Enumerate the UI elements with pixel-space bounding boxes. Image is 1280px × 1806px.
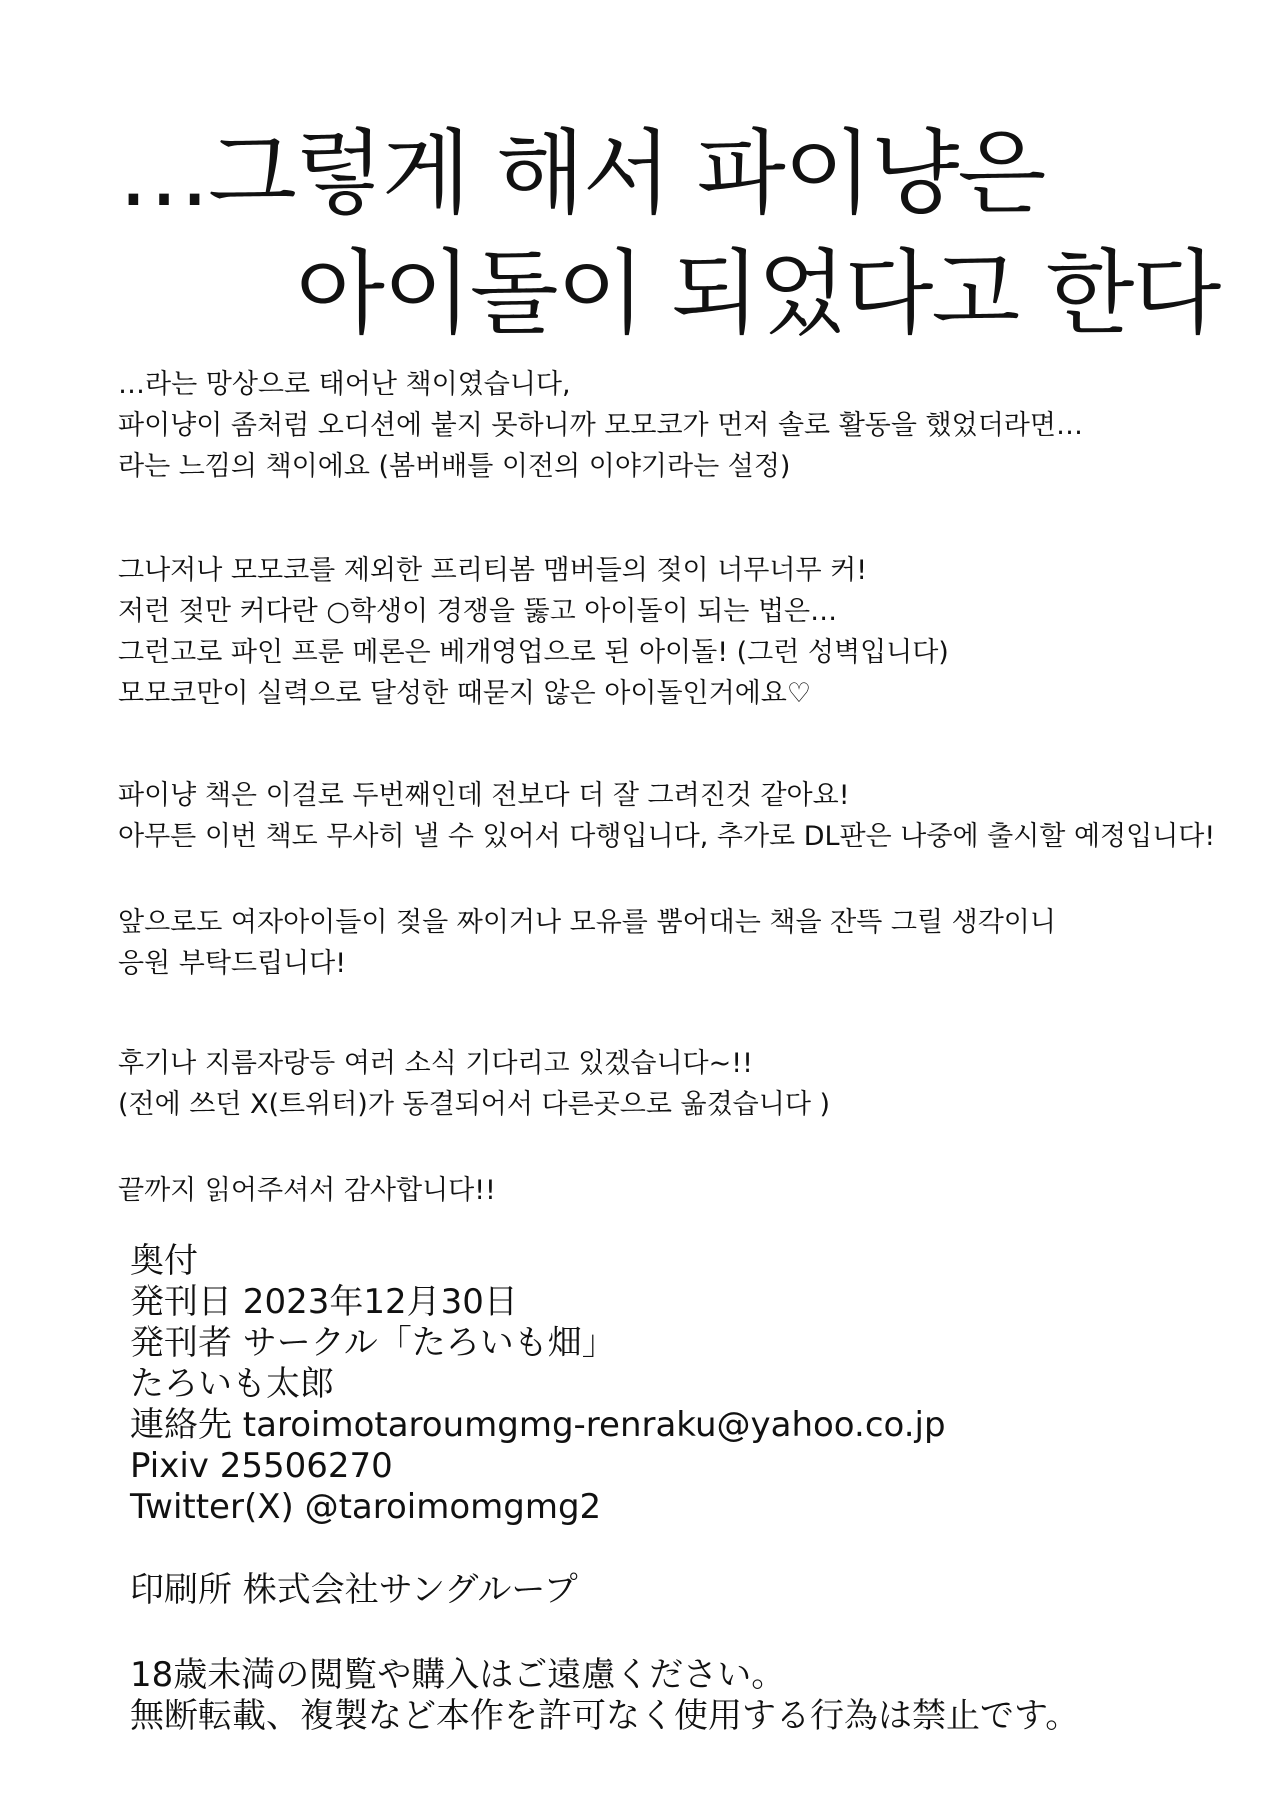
text-line: 응원 부탁드립니다! xyxy=(118,948,347,979)
colophon-age-notice: 18歳未満の閲覧や購入はご遠慮ください。 xyxy=(130,1655,786,1695)
paragraph-members xyxy=(118,550,949,714)
colophon-heading: 奥付 xyxy=(130,1241,198,1281)
paragraph-feedback xyxy=(118,1043,830,1125)
text-line: (전에 쓰던 X(트위터)가 동결되어서 다른곳으로 옮겼습니다 ) xyxy=(118,1089,831,1120)
text-line: 앞으로도 여자아이들이 젖을 짜이거나 모유를 뿜어대는 책을 잔뜩 그릴 생각이니 xyxy=(118,907,1056,938)
text-line: 라는 느낌의 책이에요 (봄버배틀 이전의 이야기라는 설정) xyxy=(118,451,791,482)
colophon-twitter: Twitter(X) @taroimomgmg2 xyxy=(130,1487,602,1527)
paragraph-intro xyxy=(118,364,1083,487)
colophon-notices xyxy=(130,1655,1079,1737)
text-line: 후기나 지름자랑등 여러 소식 기다리고 있겠습니다~!! xyxy=(118,1048,753,1079)
colophon-publisher: 発刊者 サークル「たろいも畑」 xyxy=(130,1323,616,1363)
text-line: 그런고로 파인 프룬 메론은 베개영업으로 된 아이돌! (그런 성벽입니다) xyxy=(118,637,949,668)
colophon-pixiv: Pixiv 25506270 xyxy=(130,1446,393,1486)
colophon xyxy=(130,1241,946,1528)
colophon-printer: 印刷所 株式会社サングループ xyxy=(130,1570,578,1610)
text-line: 모모코만이 실력으로 달성한 때묻지 않은 아이돌인거에요♡ xyxy=(118,678,812,709)
colophon-printer-block xyxy=(130,1570,578,1611)
text-line: 파이냥이 좀처럼 오디션에 붙지 못하니까 모모코가 먼저 솔로 활동을 했었더라면… xyxy=(118,410,1083,441)
text-line: 아무튼 이번 책도 무사히 낼 수 있어서 다행입니다, 추가로 DL판은 나중에 출시할 예정입니다! xyxy=(118,821,1216,852)
title-line-2: 아이돌이 되었다고 한다 xyxy=(296,240,1220,347)
paragraph-thanks xyxy=(118,1170,496,1211)
text-line: 끝까지 읽어주셔서 감사합니다!! xyxy=(118,1175,496,1206)
title-line-1: …그렇게 해서 파이냥은 xyxy=(118,120,1045,227)
text-line: 저런 젖만 커다란 ○학생이 경쟁을 뚫고 아이돌이 되는 법은… xyxy=(118,596,838,627)
colophon-author: たろいも太郎 xyxy=(130,1364,334,1404)
paragraph-second-book xyxy=(118,775,1215,857)
text-line: 그나저나 모모코를 제외한 프리티봄 맴버들의 젖이 너무너무 커! xyxy=(118,555,868,586)
text-line: 파이냥 책은 이걸로 두번째인데 전보다 더 잘 그려진것 같아요! xyxy=(118,780,850,811)
text-line: …라는 망상으로 태어난 책이였습니다, xyxy=(118,369,571,400)
colophon-issue-date: 発刊日 2023年12月30日 xyxy=(130,1282,518,1322)
paragraph-future xyxy=(118,902,1056,984)
colophon-copyright-notice: 無断転載、複製など本作を許可なく使用する行為は禁止です。 xyxy=(130,1696,1080,1736)
colophon-contact: 連絡先 taroimotaroumgmg-renraku@yahoo.co.jp xyxy=(130,1405,946,1445)
